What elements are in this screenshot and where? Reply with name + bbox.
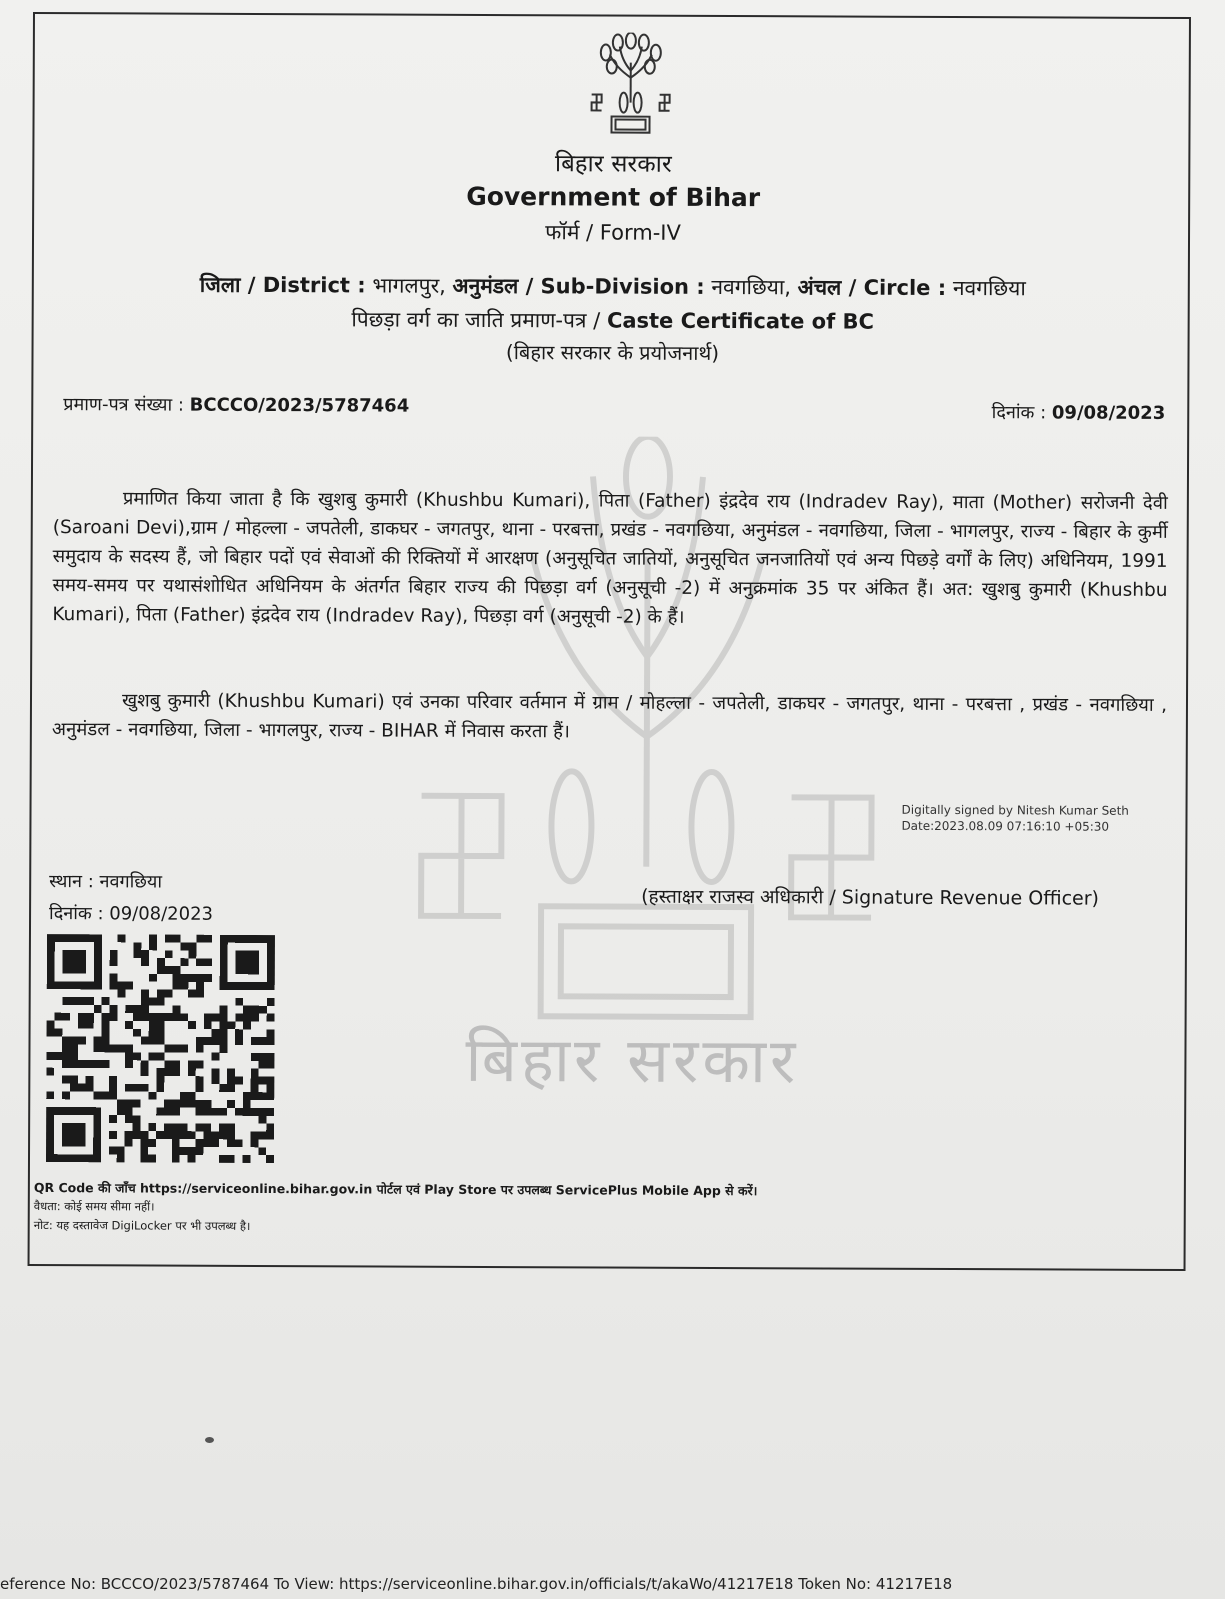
issue-date-label: दिनांक : <box>991 402 1047 424</box>
certificate-frame <box>28 12 1191 1271</box>
digital-signature-block <box>901 802 1129 835</box>
govt-hindi-title: बिहार सरकार <box>554 149 672 178</box>
paragraph-2-text: खुशबु कुमारी (Khushbu Kumari) एवं उनका परिवार वर्तमान में ग्राम / मोहल्ला - जपतेली, डाकघर - जगतपुर, थाना - परबत्ता , प्रखंड - नवगछिया , अनुमंडल - नवगछिया, जिला - भागलपुर, राज्य - BIHAR में निवास करता हैं। <box>51 690 1168 743</box>
qr-verification-note: QR Code की जाँच https://serviceonline.bihar.gov.in पोर्टल एवं Play Store पर उपलब्ध ServicePlus Mobile App से करें। <box>33 1180 758 1199</box>
issue-date-value: 09/08/2023 <box>1051 402 1166 424</box>
digilocker-note: नोट: यह दस्तावेज DigiLocker पर भी उपलब्ध है। <box>33 1218 251 1233</box>
validity-note: वैधता: कोई समय सीमा नहीं। <box>33 1199 155 1214</box>
bihar-emblem-icon <box>585 32 675 136</box>
circle-label: अंचल / Circle : <box>797 275 947 300</box>
paragraph-1-text: प्रमाणित किया जाता है कि खुशबु कुमारी (Khushbu Kumari), पिता (Father) इंद्रदेव राय (Indradev Ray), माता (Mother) सरोजनी देवी (Saroani Devi),ग्राम / मोहल्ला - जपतेली, डाकघर - जगतपुर, थाना - परबत्ता, प्रखंड - नवगछिया, अनुमंडल - नवगछिया, जिला - भागलपुर, राज्य - बिहार के कुर्मी समुदाय के सदस्य हैं, जो बिहार पदों एवं सेवाओं की रिक्तियों में आरक्षण (अनुसूचित जातियों, अनुसूचित जनजातियों एवं अन्य पिछड़े वर्गों के लिए) अधिनियम, 1991 समय-समय पर यथासंशोधित अधिनियम के अंतर्गत बिहार राज्य की पिछड़ा वर्ग (अनुसूची -2) में अनुक्रमांक 35 पर अंकित हैं। अत: खुशबु कुमारी (Khushbu Kumari), पिता (Father) इंद्रदेव राय (Indradev Ray), पिछड़ा वर्ग (अनुसूची -2) के हैं। <box>52 488 1168 628</box>
watermark-text: बिहार सरकार <box>465 1022 800 1098</box>
certificate-number <box>63 392 409 418</box>
district-value: भागलपुर, <box>372 273 446 298</box>
location-line <box>34 270 1192 303</box>
qr-code-icon[interactable] <box>46 934 275 1163</box>
circle-value: नवगछिया <box>952 276 1026 301</box>
certificate-body-paragraph-1 <box>52 484 1168 634</box>
signature-officer-label: (हस्ताक्षर राजस्व अधिकारी / Signature Revenue Officer) <box>641 885 1100 910</box>
certificate-purpose: (बिहार सरकार के प्रयोजनार्थ) <box>505 340 720 365</box>
place-date: दिनांक : 09/08/2023 <box>49 903 214 925</box>
certificate-title <box>34 304 1192 337</box>
certificate-title-hindi: पिछड़ा वर्ग का जाति प्रमाण-पत्र / <box>351 307 601 333</box>
certificate-title-english: Caste Certificate of BC <box>606 308 875 334</box>
digital-signature-signer: Digitally signed by Nitesh Kumar Seth <box>901 802 1129 818</box>
reference-footer: eference No: BCCCO/2023/5787464 To View: https://serviceonline.bihar.gov.in/officials/t/akaWo/41217E18 Token No: 41217E18 <box>0 1575 953 1593</box>
subdivision-label: अनुमंडल / Sub-Division : <box>452 273 705 299</box>
digital-signature-date: Date:2023.08.09 07:16:10 +05:30 <box>901 818 1110 834</box>
issue-date <box>992 400 1166 425</box>
certificate-number-label: प्रमाण-पत्र संख्या : <box>63 394 184 416</box>
govt-english-title: Government of Bihar <box>466 181 761 213</box>
notes-block <box>34 1178 758 1238</box>
certificate-number-value: BCCCO/2023/5787464 <box>189 394 410 417</box>
place: स्थान : नवगछिया <box>49 871 163 893</box>
form-number: फॉर्म / Form-IV <box>545 220 681 245</box>
district-label: जिला / District : <box>199 272 366 298</box>
place-date-block <box>49 866 213 931</box>
certificate-body-paragraph-2 <box>52 686 1167 749</box>
subdivision-value: नवगछिया, <box>711 274 792 300</box>
paper-speck <box>205 1437 214 1443</box>
